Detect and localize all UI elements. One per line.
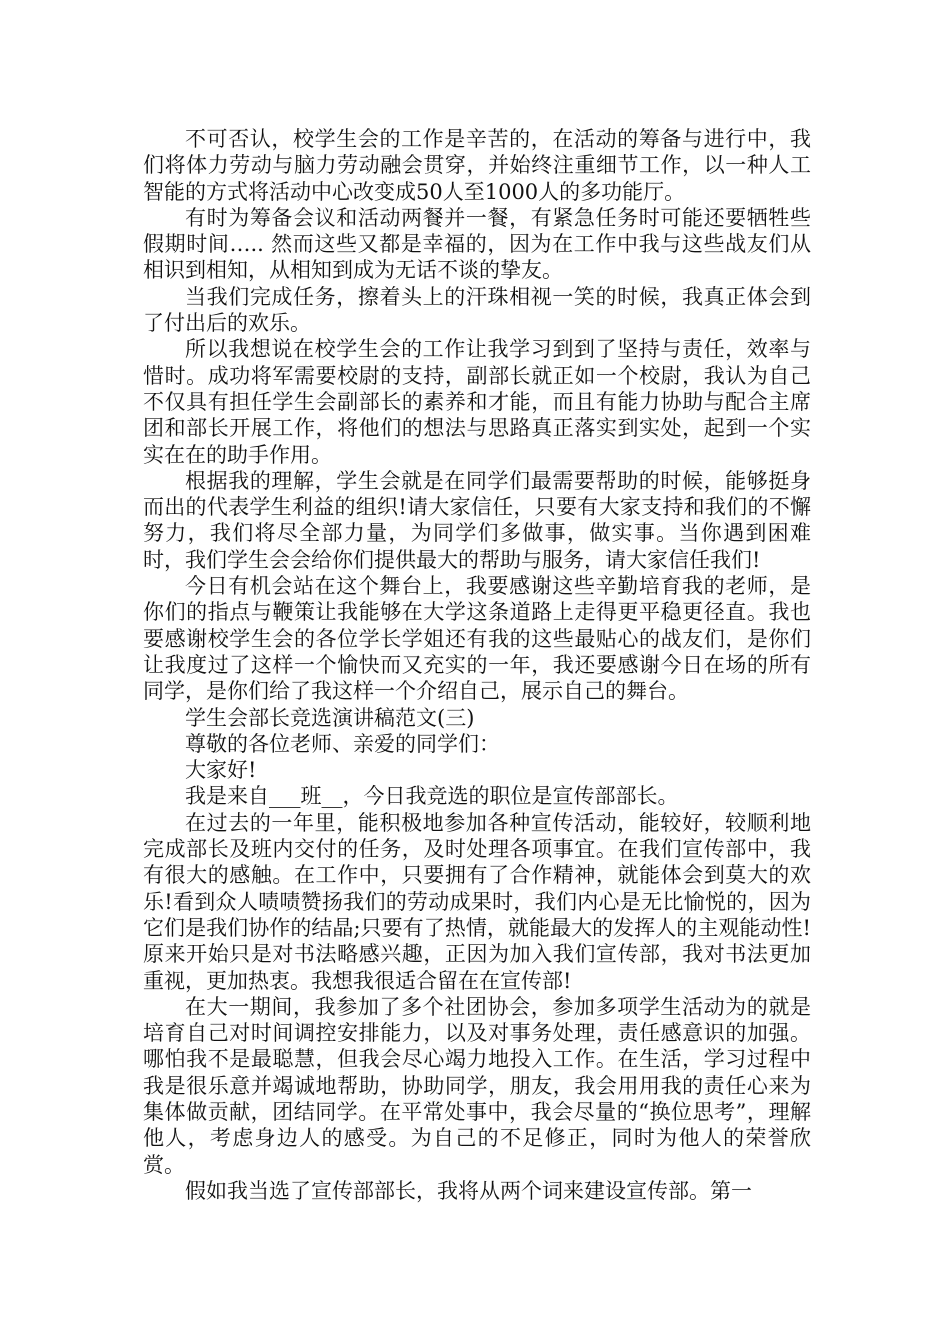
document-body (143, 126, 811, 1204)
paragraph: 在大一期间，我参加了多个社团协会，参加多项学生活动为的就是培育自己对时间调控安排能力，以及对事务处理，责任感意识的加强。哪怕我不是最聪慧，但我会尽心竭力地投入工作。在生活，学习过程中我是很乐意并竭诚地帮助，协助同学，朋友，我会用用我的责任心来为集体做贡献，团结同学。在平常处事中，我会尽量的“换位思考”，理解他人，考虑身边人的感受。为自己的不足修正，同时为他人的荣誉欣赏。 (143, 994, 811, 1177)
section-title: 学生会部长竞选演讲稿范文(三) (185, 705, 475, 730)
salutation: 尊敬的各位老师、亲爱的同学们： (185, 731, 500, 756)
paragraph: 不可否认，校学生会的工作是辛苦的，在活动的筹备与进行中，我们将体力劳动与脑力劳动融会贯穿，并始终注重细节工作，以一种人工智能的方式将活动中心改变成50人至1000人的多功能厅。 (143, 127, 811, 204)
greeting: 大家好! (185, 758, 257, 783)
paragraph: 在过去的一年里，能积极地参加各种宣传活动，能较好，较顺利地完成部长及班内交付的任务，及时处理各项事宜。在我们宣传部中，我有很大的感触。在工作中，只要拥有了合作精神，就能体会到莫大的欢乐!看到众人啧啧赞扬我们的劳动成果时，我们内心是无比愉悦的，因为它们是我们协作的结晶;只要有了热情，就能最大的发挥人的主观能动性!原来开始只是对书法略感兴趣，正因为加入我们宣传部，我对书法更加重视，更加热衷。我想我很适合留在在宣传部! (143, 810, 811, 993)
paragraph: 当我们完成任务，擦着头上的汗珠相视一笑的时候，我真正体会到了付出后的欢乐。 (143, 284, 811, 336)
paragraph: 假如我当选了宣传部部长，我将从两个词来建设宣传部。第一 (185, 1178, 752, 1203)
paragraph: 我是来自___班__，今日我竞选的职位是宣传部部长。 (185, 784, 679, 809)
paragraph: 所以我想说在校学生会的工作让我学习到到了坚持与责任，效率与惜时。成功将军需要校尉的支持，副部长就正如一个校尉，我认为自己不仅具有担任学生会副部长的素养和才能，而且有能力协助与配合主席团和部长开展工作，将他们的想法与思路真正落实到实处，起到一个实实在在的助手作用。 (143, 337, 811, 467)
paragraph: 根据我的理解，学生会就是在同学们最需要帮助的时候，能够挺身而出的代表学生利益的组织!请大家信任，只要有大家支持和我们的不懈努力，我们将尽全部力量，为同学们多做事，做实事。当你遇到困难时，我们学生会会给你们提供最大的帮助与服务，请大家信任我们! (143, 468, 811, 572)
paragraph: 有时为筹备会议和活动两餐并一餐，有紧急任务时可能还要牺牲些假期时间….. 然而这些又都是幸福的，因为在工作中我与这些战友们从相识到相知，从相知到成为无话不谈的挚友。 (143, 205, 811, 283)
paragraph: 今日有机会站在这个舞台上，我要感谢这些辛勤培育我的老师，是你们的指点与鞭策让我能够在大学这条道路上走得更平稳更径直。我也要感谢校学生会的各位学长学姐还有我的这些最贴心的战友们，是你们让我度过了这样一个愉快而又充实的一年，我还要感谢今日在场的所有同学，是你们给了我这样一个介绍自己，展示自己的舞台。 (143, 574, 811, 704)
